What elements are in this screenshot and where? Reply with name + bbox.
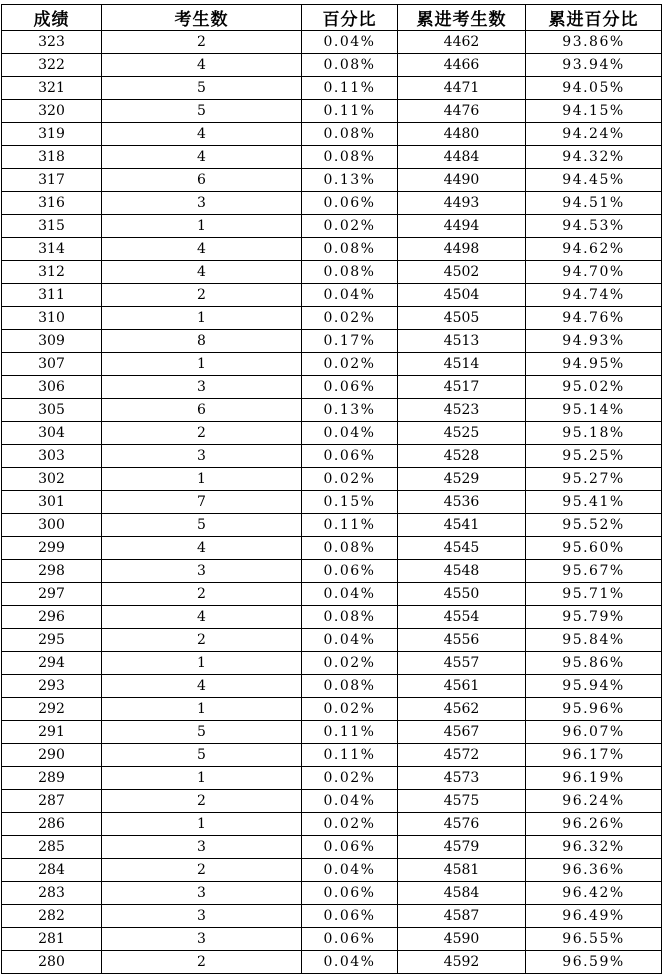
cumulative-count-cell: 4573 xyxy=(398,767,526,790)
percentage-cell: 0.04% xyxy=(302,31,398,54)
score-cell: 314 xyxy=(2,238,102,261)
cumulative-percentage-cell: 96.42% xyxy=(526,882,662,905)
header-candidate-count: 考生数 xyxy=(102,5,302,31)
count-cell: 5 xyxy=(102,100,302,123)
table-row xyxy=(2,675,662,698)
cumulative-count-cell: 4579 xyxy=(398,836,526,859)
table-row xyxy=(2,238,662,261)
score-cell: 302 xyxy=(2,468,102,491)
cumulative-count-cell: 4517 xyxy=(398,376,526,399)
score-cell: 318 xyxy=(2,146,102,169)
score-distribution-sheet xyxy=(1,4,662,974)
score-cell: 297 xyxy=(2,583,102,606)
cumulative-count-cell: 4494 xyxy=(398,215,526,238)
table-row xyxy=(2,77,662,100)
percentage-cell: 0.02% xyxy=(302,813,398,836)
cumulative-count-cell: 4545 xyxy=(398,537,526,560)
score-cell: 282 xyxy=(2,905,102,928)
cumulative-count-cell: 4592 xyxy=(398,951,526,974)
score-cell: 320 xyxy=(2,100,102,123)
cumulative-count-cell: 4493 xyxy=(398,192,526,215)
table-row xyxy=(2,284,662,307)
table-row xyxy=(2,560,662,583)
cumulative-percentage-cell: 94.93% xyxy=(526,330,662,353)
score-cell: 294 xyxy=(2,652,102,675)
cumulative-percentage-cell: 95.67% xyxy=(526,560,662,583)
score-cell: 319 xyxy=(2,123,102,146)
cumulative-count-cell: 4541 xyxy=(398,514,526,537)
table-row xyxy=(2,951,662,974)
count-cell: 6 xyxy=(102,399,302,422)
cumulative-percentage-cell: 95.94% xyxy=(526,675,662,698)
cumulative-percentage-cell: 95.02% xyxy=(526,376,662,399)
score-cell: 306 xyxy=(2,376,102,399)
score-cell: 312 xyxy=(2,261,102,284)
percentage-cell: 0.04% xyxy=(302,629,398,652)
cumulative-percentage-cell: 96.07% xyxy=(526,721,662,744)
cumulative-percentage-cell: 95.96% xyxy=(526,698,662,721)
score-cell: 322 xyxy=(2,54,102,77)
percentage-cell: 0.06% xyxy=(302,905,398,928)
count-cell: 1 xyxy=(102,652,302,675)
percentage-cell: 0.02% xyxy=(302,353,398,376)
cumulative-count-cell: 4576 xyxy=(398,813,526,836)
table-row xyxy=(2,353,662,376)
percentage-cell: 0.04% xyxy=(302,422,398,445)
cumulative-percentage-cell: 93.94% xyxy=(526,54,662,77)
percentage-cell: 0.11% xyxy=(302,514,398,537)
cumulative-percentage-cell: 95.86% xyxy=(526,652,662,675)
percentage-cell: 0.08% xyxy=(302,261,398,284)
count-cell: 3 xyxy=(102,836,302,859)
count-cell: 8 xyxy=(102,330,302,353)
cumulative-percentage-cell: 96.19% xyxy=(526,767,662,790)
percentage-cell: 0.04% xyxy=(302,284,398,307)
cumulative-percentage-cell: 95.41% xyxy=(526,491,662,514)
table-row xyxy=(2,882,662,905)
cumulative-count-cell: 4550 xyxy=(398,583,526,606)
percentage-cell: 0.13% xyxy=(302,399,398,422)
count-cell: 3 xyxy=(102,192,302,215)
count-cell: 2 xyxy=(102,31,302,54)
cumulative-count-cell: 4523 xyxy=(398,399,526,422)
score-cell: 305 xyxy=(2,399,102,422)
header-score: 成绩 xyxy=(2,5,102,31)
cumulative-percentage-cell: 95.14% xyxy=(526,399,662,422)
cumulative-percentage-cell: 95.60% xyxy=(526,537,662,560)
cumulative-percentage-cell: 95.71% xyxy=(526,583,662,606)
percentage-cell: 0.06% xyxy=(302,928,398,951)
percentage-cell: 0.02% xyxy=(302,307,398,330)
percentage-cell: 0.08% xyxy=(302,123,398,146)
percentage-cell: 0.11% xyxy=(302,77,398,100)
cumulative-percentage-cell: 94.32% xyxy=(526,146,662,169)
cumulative-count-cell: 4584 xyxy=(398,882,526,905)
cumulative-count-cell: 4529 xyxy=(398,468,526,491)
count-cell: 1 xyxy=(102,698,302,721)
count-cell: 3 xyxy=(102,928,302,951)
percentage-cell: 0.08% xyxy=(302,146,398,169)
table-row xyxy=(2,54,662,77)
count-cell: 1 xyxy=(102,215,302,238)
cumulative-percentage-cell: 95.27% xyxy=(526,468,662,491)
table-row xyxy=(2,859,662,882)
score-cell: 281 xyxy=(2,928,102,951)
cumulative-count-cell: 4513 xyxy=(398,330,526,353)
table-row xyxy=(2,146,662,169)
cumulative-count-cell: 4471 xyxy=(398,77,526,100)
count-cell: 4 xyxy=(102,537,302,560)
count-cell: 6 xyxy=(102,169,302,192)
cumulative-count-cell: 4504 xyxy=(398,284,526,307)
cumulative-percentage-cell: 94.95% xyxy=(526,353,662,376)
percentage-cell: 0.08% xyxy=(302,675,398,698)
percentage-cell: 0.08% xyxy=(302,238,398,261)
percentage-cell: 0.11% xyxy=(302,721,398,744)
percentage-cell: 0.17% xyxy=(302,330,398,353)
table-row xyxy=(2,192,662,215)
cumulative-count-cell: 4476 xyxy=(398,100,526,123)
cumulative-percentage-cell: 95.18% xyxy=(526,422,662,445)
score-cell: 291 xyxy=(2,721,102,744)
cumulative-percentage-cell: 94.62% xyxy=(526,238,662,261)
cumulative-percentage-cell: 95.84% xyxy=(526,629,662,652)
cumulative-percentage-cell: 96.32% xyxy=(526,836,662,859)
count-cell: 4 xyxy=(102,238,302,261)
percentage-cell: 0.04% xyxy=(302,790,398,813)
count-cell: 1 xyxy=(102,307,302,330)
table-row xyxy=(2,767,662,790)
cumulative-count-cell: 4561 xyxy=(398,675,526,698)
score-cell: 304 xyxy=(2,422,102,445)
count-cell: 4 xyxy=(102,123,302,146)
table-row xyxy=(2,928,662,951)
table-row xyxy=(2,583,662,606)
count-cell: 4 xyxy=(102,54,302,77)
percentage-cell: 0.13% xyxy=(302,169,398,192)
cumulative-percentage-cell: 94.24% xyxy=(526,123,662,146)
cumulative-count-cell: 4557 xyxy=(398,652,526,675)
table-row xyxy=(2,698,662,721)
count-cell: 4 xyxy=(102,606,302,629)
percentage-cell: 0.04% xyxy=(302,583,398,606)
percentage-cell: 0.11% xyxy=(302,744,398,767)
table-body xyxy=(2,31,662,974)
cumulative-count-cell: 4581 xyxy=(398,859,526,882)
score-cell: 311 xyxy=(2,284,102,307)
cumulative-percentage-cell: 95.79% xyxy=(526,606,662,629)
percentage-cell: 0.06% xyxy=(302,882,398,905)
cumulative-percentage-cell: 94.76% xyxy=(526,307,662,330)
score-cell: 292 xyxy=(2,698,102,721)
count-cell: 3 xyxy=(102,445,302,468)
table-row xyxy=(2,537,662,560)
table-header-row xyxy=(2,5,662,31)
cumulative-count-cell: 4528 xyxy=(398,445,526,468)
percentage-cell: 0.04% xyxy=(302,859,398,882)
score-cell: 310 xyxy=(2,307,102,330)
count-cell: 2 xyxy=(102,790,302,813)
cumulative-percentage-cell: 94.53% xyxy=(526,215,662,238)
cumulative-count-cell: 4514 xyxy=(398,353,526,376)
cumulative-percentage-cell: 96.26% xyxy=(526,813,662,836)
cumulative-percentage-cell: 96.59% xyxy=(526,951,662,974)
table-row xyxy=(2,376,662,399)
header-cumulative-count: 累进考生数 xyxy=(398,5,526,31)
header-percentage: 百分比 xyxy=(302,5,398,31)
percentage-cell: 0.08% xyxy=(302,537,398,560)
table-row xyxy=(2,261,662,284)
table-row xyxy=(2,422,662,445)
table-row xyxy=(2,606,662,629)
table-row xyxy=(2,100,662,123)
cumulative-count-cell: 4548 xyxy=(398,560,526,583)
percentage-cell: 0.08% xyxy=(302,606,398,629)
count-cell: 5 xyxy=(102,744,302,767)
percentage-cell: 0.08% xyxy=(302,54,398,77)
table-row xyxy=(2,514,662,537)
cumulative-count-cell: 4572 xyxy=(398,744,526,767)
cumulative-percentage-cell: 95.52% xyxy=(526,514,662,537)
count-cell: 3 xyxy=(102,560,302,583)
cumulative-count-cell: 4556 xyxy=(398,629,526,652)
cumulative-count-cell: 4480 xyxy=(398,123,526,146)
percentage-cell: 0.02% xyxy=(302,215,398,238)
score-distribution-table xyxy=(1,4,662,974)
table-row xyxy=(2,905,662,928)
score-cell: 290 xyxy=(2,744,102,767)
table-row xyxy=(2,330,662,353)
table-row xyxy=(2,215,662,238)
count-cell: 2 xyxy=(102,422,302,445)
count-cell: 2 xyxy=(102,859,302,882)
cumulative-count-cell: 4554 xyxy=(398,606,526,629)
score-cell: 293 xyxy=(2,675,102,698)
score-cell: 298 xyxy=(2,560,102,583)
table-row xyxy=(2,31,662,54)
percentage-cell: 0.06% xyxy=(302,376,398,399)
table-row xyxy=(2,123,662,146)
count-cell: 4 xyxy=(102,146,302,169)
count-cell: 4 xyxy=(102,675,302,698)
score-cell: 317 xyxy=(2,169,102,192)
cumulative-percentage-cell: 94.05% xyxy=(526,77,662,100)
percentage-cell: 0.06% xyxy=(302,836,398,859)
score-cell: 280 xyxy=(2,951,102,974)
score-cell: 309 xyxy=(2,330,102,353)
cumulative-count-cell: 4498 xyxy=(398,238,526,261)
cumulative-percentage-cell: 96.17% xyxy=(526,744,662,767)
count-cell: 2 xyxy=(102,951,302,974)
percentage-cell: 0.02% xyxy=(302,767,398,790)
score-cell: 301 xyxy=(2,491,102,514)
count-cell: 3 xyxy=(102,905,302,928)
cumulative-percentage-cell: 94.70% xyxy=(526,261,662,284)
cumulative-count-cell: 4575 xyxy=(398,790,526,813)
table-row xyxy=(2,399,662,422)
count-cell: 2 xyxy=(102,629,302,652)
cumulative-percentage-cell: 94.45% xyxy=(526,169,662,192)
count-cell: 5 xyxy=(102,77,302,100)
cumulative-count-cell: 4490 xyxy=(398,169,526,192)
cumulative-percentage-cell: 96.24% xyxy=(526,790,662,813)
cumulative-count-cell: 4505 xyxy=(398,307,526,330)
table-row xyxy=(2,445,662,468)
count-cell: 1 xyxy=(102,767,302,790)
percentage-cell: 0.02% xyxy=(302,698,398,721)
table-row xyxy=(2,813,662,836)
count-cell: 5 xyxy=(102,514,302,537)
cumulative-percentage-cell: 96.49% xyxy=(526,905,662,928)
score-cell: 296 xyxy=(2,606,102,629)
score-cell: 295 xyxy=(2,629,102,652)
percentage-cell: 0.04% xyxy=(302,951,398,974)
cumulative-count-cell: 4567 xyxy=(398,721,526,744)
cumulative-count-cell: 4536 xyxy=(398,491,526,514)
cumulative-percentage-cell: 96.36% xyxy=(526,859,662,882)
count-cell: 1 xyxy=(102,353,302,376)
score-cell: 321 xyxy=(2,77,102,100)
percentage-cell: 0.06% xyxy=(302,445,398,468)
cumulative-percentage-cell: 94.15% xyxy=(526,100,662,123)
score-cell: 299 xyxy=(2,537,102,560)
cumulative-percentage-cell: 95.25% xyxy=(526,445,662,468)
score-cell: 287 xyxy=(2,790,102,813)
percentage-cell: 0.02% xyxy=(302,468,398,491)
cumulative-count-cell: 4587 xyxy=(398,905,526,928)
percentage-cell: 0.15% xyxy=(302,491,398,514)
score-cell: 303 xyxy=(2,445,102,468)
percentage-cell: 0.06% xyxy=(302,560,398,583)
table-row xyxy=(2,790,662,813)
count-cell: 4 xyxy=(102,261,302,284)
table-row xyxy=(2,744,662,767)
score-cell: 307 xyxy=(2,353,102,376)
count-cell: 2 xyxy=(102,583,302,606)
count-cell: 1 xyxy=(102,813,302,836)
header-cumulative-percentage: 累进百分比 xyxy=(526,5,662,31)
cumulative-count-cell: 4466 xyxy=(398,54,526,77)
count-cell: 7 xyxy=(102,491,302,514)
percentage-cell: 0.06% xyxy=(302,192,398,215)
score-cell: 285 xyxy=(2,836,102,859)
cumulative-count-cell: 4484 xyxy=(398,146,526,169)
table-row xyxy=(2,468,662,491)
count-cell: 5 xyxy=(102,721,302,744)
score-cell: 323 xyxy=(2,31,102,54)
cumulative-count-cell: 4525 xyxy=(398,422,526,445)
count-cell: 2 xyxy=(102,284,302,307)
cumulative-percentage-cell: 94.74% xyxy=(526,284,662,307)
cumulative-percentage-cell: 96.55% xyxy=(526,928,662,951)
cumulative-percentage-cell: 93.86% xyxy=(526,31,662,54)
table-row xyxy=(2,836,662,859)
score-cell: 283 xyxy=(2,882,102,905)
cumulative-percentage-cell: 94.51% xyxy=(526,192,662,215)
table-row xyxy=(2,629,662,652)
count-cell: 3 xyxy=(102,882,302,905)
percentage-cell: 0.11% xyxy=(302,100,398,123)
percentage-cell: 0.02% xyxy=(302,652,398,675)
score-cell: 316 xyxy=(2,192,102,215)
score-cell: 300 xyxy=(2,514,102,537)
cumulative-count-cell: 4562 xyxy=(398,698,526,721)
count-cell: 1 xyxy=(102,468,302,491)
table-row xyxy=(2,169,662,192)
score-cell: 315 xyxy=(2,215,102,238)
cumulative-count-cell: 4462 xyxy=(398,31,526,54)
score-cell: 284 xyxy=(2,859,102,882)
cumulative-count-cell: 4590 xyxy=(398,928,526,951)
count-cell: 3 xyxy=(102,376,302,399)
cumulative-count-cell: 4502 xyxy=(398,261,526,284)
score-cell: 289 xyxy=(2,767,102,790)
table-row xyxy=(2,491,662,514)
table-row xyxy=(2,721,662,744)
score-cell: 286 xyxy=(2,813,102,836)
table-row xyxy=(2,307,662,330)
table-row xyxy=(2,652,662,675)
